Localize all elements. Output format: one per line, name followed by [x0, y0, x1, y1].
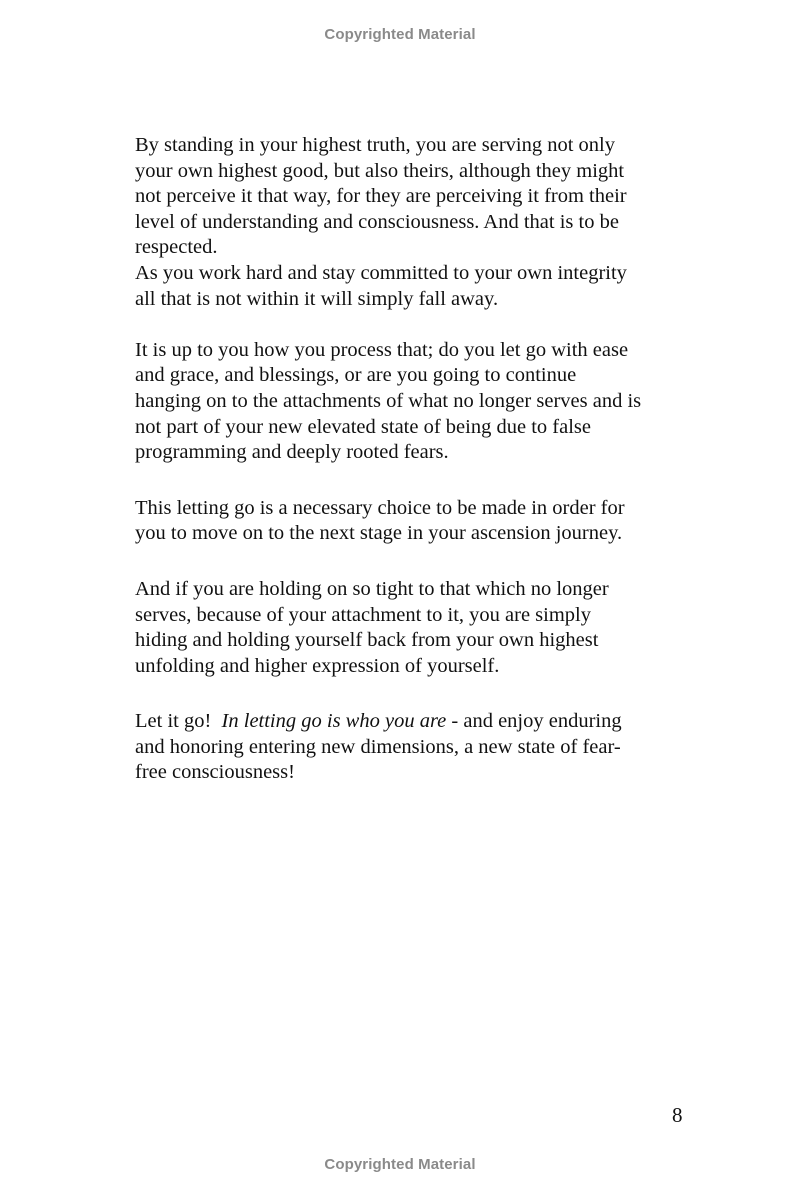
text-line: hiding and holding yourself back from your own highest [135, 629, 599, 652]
text-line: programming and deeply rooted fears. [135, 441, 449, 464]
text-line: hanging on to the attachments of what no longer serves and is [135, 389, 642, 412]
text-segment: Let it go! [135, 710, 222, 733]
text-line: all that is not within it will simply fall away. [135, 287, 499, 310]
copyright-watermark-bottom: Copyrighted Material [324, 1156, 476, 1173]
text-line: you to move on to the next stage in your ascension journey. [135, 522, 623, 545]
text-line: As you work hard and stay committed to your own integrity [135, 261, 627, 284]
text-segment: - and enjoy enduring [446, 710, 622, 733]
paragraph [135, 133, 695, 312]
text-line: free consciousness! [135, 761, 295, 784]
text-line: serves, because of your attachment to it, you are simply [135, 603, 591, 626]
text-line [135, 709, 695, 735]
text-line: It is up to you how you process that; do you let go with ease [135, 338, 629, 361]
text-line: By standing in your highest truth, you are serving not only [135, 134, 615, 156]
text-line: This letting go is a necessary choice to be made in order for [135, 496, 625, 519]
text-line: and grace, and blessings, or are you going to continue [135, 364, 577, 387]
paragraph [135, 577, 695, 679]
page-number: 8 [672, 1103, 683, 1127]
text-line: not part of your new elevated state of being due to false [135, 415, 591, 438]
paragraph [135, 709, 695, 786]
text-line: unfolding and higher expression of yourself. [135, 654, 500, 677]
text-line: respected. [135, 236, 218, 259]
paragraph [135, 338, 695, 466]
text-line: not perceive it that way, for they are perceiving it from their [135, 185, 627, 208]
text-line: level of understanding and consciousness. And that is to be [135, 210, 619, 233]
paragraph [135, 496, 695, 547]
text-line: And if you are holding on so tight to that which no longer [135, 577, 609, 600]
copyright-watermark-top: Copyrighted Material [324, 26, 476, 43]
text-line: your own highest good, but also theirs, although they might [135, 159, 625, 182]
text-line: and honoring entering new dimensions, a new state of fear- [135, 735, 621, 758]
page-body [135, 133, 695, 786]
italic-phrase: In letting go is who you are [221, 710, 447, 733]
